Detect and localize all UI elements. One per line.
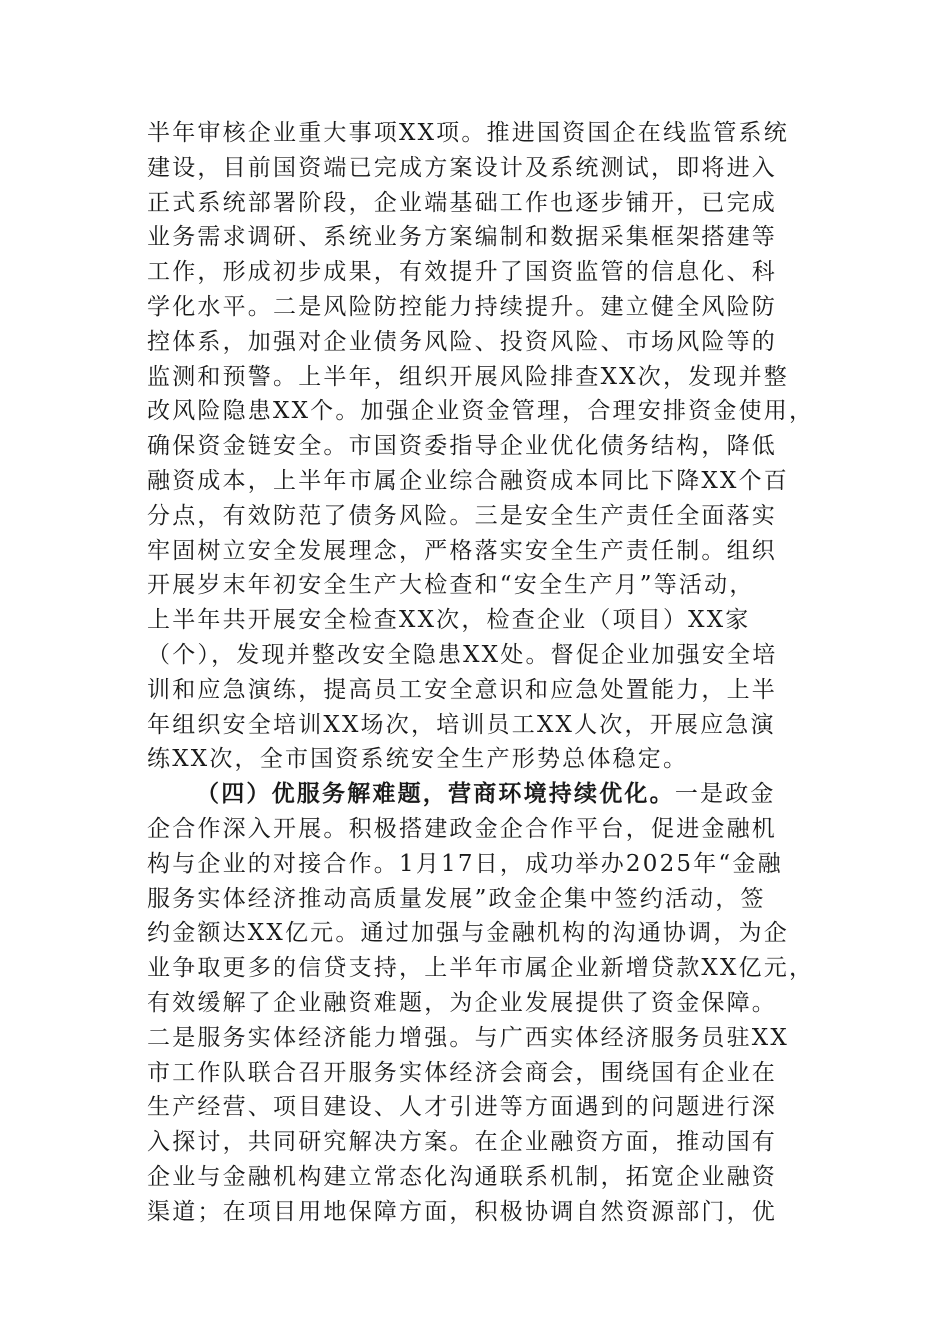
paragraph-line: 融资成本，上半年市属企业综合融资成本同比下降XX个百 <box>147 467 789 494</box>
paragraph-line: 半年审核企业重大事项XX项。推进国资国企在线监管系统 <box>147 120 789 146</box>
paragraph-line: （个），发现并整改安全隐患XX处。督促企业加强安全培 <box>147 641 778 668</box>
paragraph-line: 监测和预警。上半年，组织开展风险排查XX次，发现并整 <box>147 363 789 390</box>
paragraph-line: 建设，目前国资端已完成方案设计及系统测试，即将进入 <box>147 154 777 181</box>
paragraph-line: 上半年共开展安全检查XX次，检查企业（项目）XX家 <box>147 607 751 634</box>
paragraph-line: 渠道；在项目用地保障方面，积极协调自然资源部门，优 <box>147 1198 777 1225</box>
paragraph-line: 服务实体经济推动高质量发展”政金企集中签约活动，签 <box>147 885 766 912</box>
paragraph-line: 工作，形成初步成果，有效提升了国资监管的信息化、科 <box>147 259 777 286</box>
paragraph-line: 练XX次，全市国资系统安全生产形势总体稳定。 <box>147 746 689 773</box>
paragraph-line: 企业与金融机构建立常态化沟通联系机制，拓宽企业融资 <box>147 1163 777 1190</box>
paragraph-line: 约金额达XX亿元。通过加强与金融机构的沟通协调，为企 <box>147 920 789 947</box>
paragraph-line: 开展岁末年初安全生产大检查和“安全生产月”等活动， <box>147 572 755 599</box>
paragraph-line: 训和应急演练，提高员工安全意识和应急处置能力，上半 <box>147 676 777 703</box>
paragraph-line: 牢固树立安全发展理念，严格落实安全生产责任制。组织 <box>147 537 777 564</box>
section-heading-tail: 一是政金 <box>674 781 776 808</box>
paragraph-line: 正式系统部署阶段，企业端基础工作也逐步铺开，已完成 <box>147 189 777 216</box>
paragraph-line: 市工作队联合召开服务实体经济会商会，围绕国有企业在 <box>147 1059 777 1086</box>
paragraph-line: 年组织安全培训XX场次，培训员工XX人次，开展应急演 <box>147 711 776 738</box>
paragraph-line: 控体系，加强对企业债务风险、投资风险、市场风险等的 <box>147 328 777 355</box>
paragraph-line: 入探讨，共同研究解决方案。在企业融资方面，推动国有 <box>147 1129 777 1156</box>
paragraph-line: 确保资金链安全。市国资委指导企业优化债务结构，降低 <box>147 433 777 460</box>
paragraph-line: 分点，有效防范了债务风险。三是安全生产责任全面落实 <box>147 502 777 529</box>
section-heading: （四）优服务解难题，营商环境持续优化。 <box>196 780 675 808</box>
paragraph-line: 企合作深入开展。积极搭建政金企合作平台，促进金融机 <box>147 815 777 842</box>
document-body <box>147 116 815 1230</box>
paragraph-line: 业争取更多的信贷支持，上半年市属企业新增贷款XX亿元， <box>147 955 815 982</box>
paragraph-line: 构与企业的对接合作。1月17日，成功举办2025年“金融 <box>147 850 783 877</box>
section-heading-line <box>147 777 807 812</box>
paragraph-line: 改风险隐患XX个。加强企业资金管理，合理安排资金使用， <box>147 398 815 425</box>
paragraph-line: 二是服务实体经济能力增强。与广西实体经济服务员驻XX <box>147 1024 789 1051</box>
paragraph-line: 业务需求调研、系统业务方案编制和数据采集框架搭建等 <box>147 224 777 251</box>
paragraph-line: 学化水平。二是风险防控能力持续提升。建立健全风险防 <box>147 293 777 320</box>
paragraph-line: 有效缓解了企业融资难题，为企业发展提供了资金保障。 <box>147 989 777 1016</box>
paragraph-line: 生产经营、项目建设、人才引进等方面遇到的问题进行深 <box>147 1094 777 1121</box>
